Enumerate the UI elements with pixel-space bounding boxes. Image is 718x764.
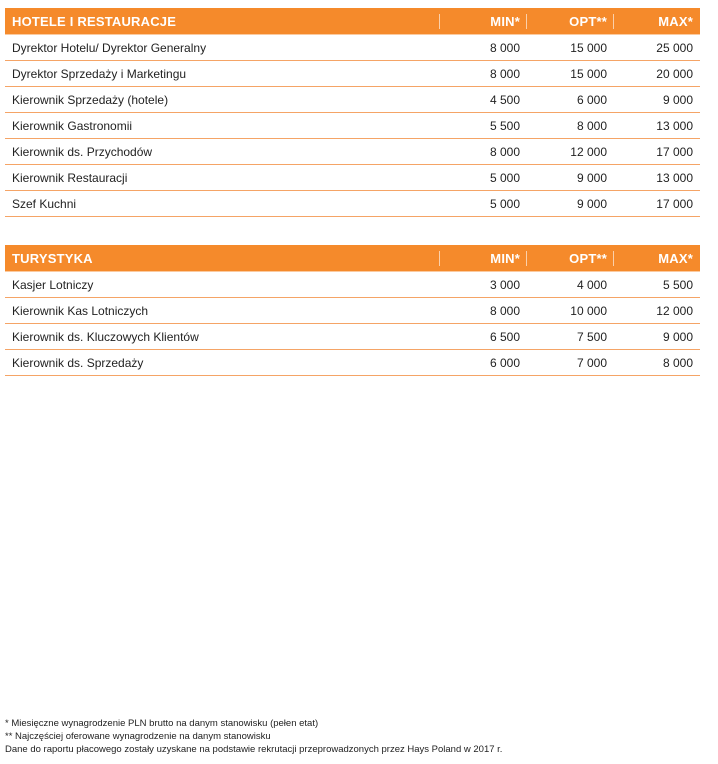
column-header-max: MAX* bbox=[613, 14, 700, 29]
salary-max: 25 000 bbox=[656, 40, 693, 55]
table-header bbox=[5, 8, 700, 35]
salary-min: 6 000 bbox=[489, 355, 520, 370]
column-header-opt: OPT** bbox=[526, 14, 613, 29]
salary-min: 3 000 bbox=[489, 277, 520, 292]
position-name: Kierownik Restauracji bbox=[12, 170, 128, 185]
salary-max: 8 000 bbox=[662, 355, 693, 370]
salary-max: 9 000 bbox=[662, 92, 693, 107]
salary-min: 8 000 bbox=[489, 40, 520, 55]
table-row bbox=[5, 35, 700, 61]
salary-opt: 4 000 bbox=[576, 277, 607, 292]
footnotes bbox=[5, 717, 502, 756]
position-name: Kierownik Sprzedaży (hotele) bbox=[12, 92, 169, 107]
salary-opt: 7 500 bbox=[576, 329, 607, 344]
salary-table-tourism bbox=[5, 245, 700, 376]
salary-min: 8 000 bbox=[489, 66, 520, 81]
salary-max: 13 000 bbox=[656, 118, 693, 133]
salary-min: 4 500 bbox=[489, 92, 520, 107]
table-row bbox=[5, 165, 700, 191]
footnote-min-max: * Miesięczne wynagrodzenie PLN brutto na danym stanowisku (pełen etat) bbox=[5, 718, 319, 729]
salary-opt: 9 000 bbox=[576, 196, 607, 211]
salary-min: 5 000 bbox=[489, 170, 520, 185]
salary-opt: 15 000 bbox=[570, 66, 607, 81]
salary-max: 9 000 bbox=[662, 329, 693, 344]
salary-opt: 8 000 bbox=[576, 118, 607, 133]
salary-max: 20 000 bbox=[656, 66, 693, 81]
table-row bbox=[5, 324, 700, 350]
salary-opt: 12 000 bbox=[570, 144, 607, 159]
table-header bbox=[5, 245, 700, 272]
salary-opt: 6 000 bbox=[576, 92, 607, 107]
table-row bbox=[5, 139, 700, 165]
salary-min: 5 000 bbox=[489, 196, 520, 211]
salary-min: 8 000 bbox=[489, 144, 520, 159]
column-header-opt: OPT** bbox=[526, 251, 613, 266]
table-row bbox=[5, 272, 700, 298]
position-name: Dyrektor Hotelu/ Dyrektor Generalny bbox=[12, 40, 207, 55]
position-name: Dyrektor Sprzedaży i Marketingu bbox=[12, 66, 187, 81]
salary-min: 6 500 bbox=[489, 329, 520, 344]
column-header-max: MAX* bbox=[613, 251, 700, 266]
table-row bbox=[5, 113, 700, 139]
footnote-source: Dane do raportu płacowego zostały uzyskane na podstawie rekrutacji przeprowadzonych przez Hays Poland w 2017 r. bbox=[5, 744, 503, 755]
salary-opt: 15 000 bbox=[570, 40, 607, 55]
salary-max: 17 000 bbox=[656, 196, 693, 211]
table-row bbox=[5, 191, 700, 217]
salary-max: 17 000 bbox=[656, 144, 693, 159]
table-title: HOTELE I RESTAURACJE bbox=[12, 14, 177, 29]
table-row bbox=[5, 61, 700, 87]
position-name: Kierownik ds. Sprzedaży bbox=[12, 355, 144, 370]
table-row bbox=[5, 87, 700, 113]
table-row bbox=[5, 298, 700, 324]
salary-min: 8 000 bbox=[489, 303, 520, 318]
position-name: Szef Kuchni bbox=[12, 196, 77, 211]
column-header-min: MIN* bbox=[439, 251, 526, 266]
salary-min: 5 500 bbox=[489, 118, 520, 133]
table-title: TURYSTYKA bbox=[12, 251, 93, 266]
position-name: Kierownik ds. Przychodów bbox=[12, 144, 153, 159]
column-header-min: MIN* bbox=[439, 14, 526, 29]
position-name: Kierownik ds. Kluczowych Klientów bbox=[12, 329, 199, 344]
salary-max: 13 000 bbox=[656, 170, 693, 185]
salary-opt: 9 000 bbox=[576, 170, 607, 185]
position-name: Kierownik Kas Lotniczych bbox=[12, 303, 149, 318]
salary-opt: 7 000 bbox=[576, 355, 607, 370]
salary-max: 12 000 bbox=[656, 303, 693, 318]
position-name: Kasjer Lotniczy bbox=[12, 277, 94, 292]
position-name: Kierownik Gastronomii bbox=[12, 118, 133, 133]
salary-opt: 10 000 bbox=[570, 303, 607, 318]
salary-table-hotels bbox=[5, 8, 700, 217]
footnote-opt: ** Najczęściej oferowane wynagrodzenie na danym stanowisku bbox=[5, 731, 271, 742]
table-row bbox=[5, 350, 700, 376]
salary-max: 5 500 bbox=[662, 277, 693, 292]
